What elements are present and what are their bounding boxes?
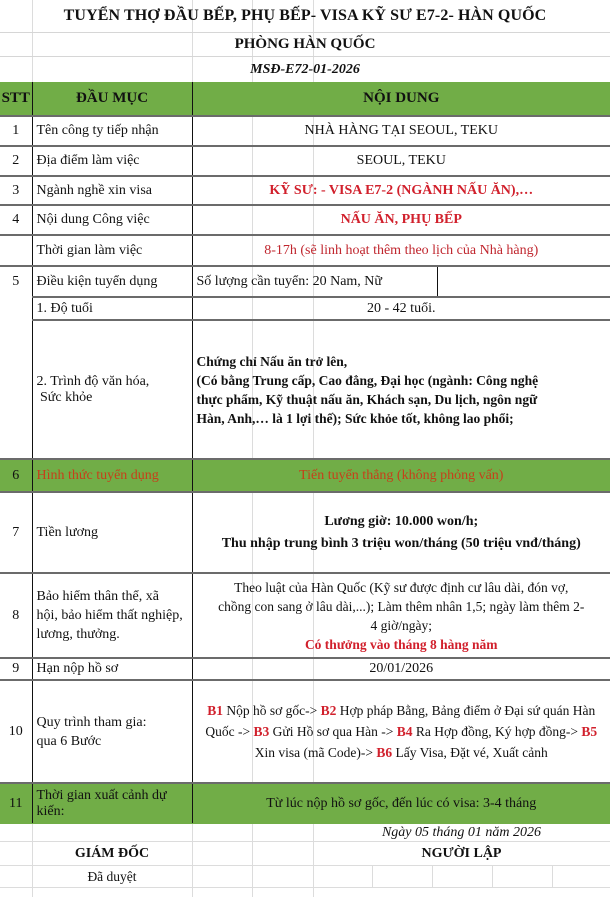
step-label: B1 — [207, 703, 223, 718]
table-row — [0, 297, 610, 320]
step-label: B2 — [320, 703, 337, 718]
row-label: Quy trình tham gia: qua 6 Bước — [32, 680, 192, 783]
application-deadline: 20/01/2026 — [192, 658, 610, 680]
row-label: Thời gian xuất cảnh dự kiến: — [32, 783, 192, 823]
row-number: 3 — [0, 176, 32, 205]
row-label: Địa điểm làm việc — [32, 146, 192, 176]
recruitment-method: Tiến tuyển thẳng (không phỏng vấn) — [192, 459, 610, 492]
row-label: Tên công ty tiếp nhận — [32, 116, 192, 146]
step-text: Nộp hồ sơ gốc-> — [222, 703, 321, 718]
row-number — [0, 320, 32, 459]
row-number: 10 — [0, 680, 32, 783]
table-row — [0, 459, 610, 492]
process-steps — [192, 680, 610, 783]
salary: Lương giờ: 10.000 won/h; Thu nhập trung bình 3 triệu won/tháng (50 triệu vnđ/tháng) — [192, 492, 610, 573]
document-code: MSĐ-E72-01-2026 — [250, 61, 360, 77]
footer-date-row — [0, 823, 610, 842]
row-number: 2 — [0, 146, 32, 176]
footer-signers-row — [0, 842, 610, 866]
row-label: Điều kiện tuyển dụng — [32, 266, 192, 297]
header-stt: STT — [0, 82, 32, 116]
table-row — [0, 573, 610, 658]
footer-status-row — [0, 866, 610, 888]
table-row — [0, 235, 610, 266]
document-date: Ngày 05 tháng 01 năm 2026 — [381, 824, 542, 840]
row-number: 5 — [0, 266, 32, 297]
table-row — [0, 176, 610, 205]
row-number: 9 — [0, 658, 32, 680]
gridline — [372, 866, 373, 887]
education-health-requirements: Chứng chỉ Nấu ăn trở lên, (Có bằng Trung cấp, Cao đẳng, Đại học (ngành: Công nghệ thực phẩm, Kỹ thuật nấu ăn, Khách sạn, Du lịch, ngôn ngữ Hàn, Anh,… là 1 lợi thế); Sức khỏe tốt, không lao phổi; — [192, 320, 610, 459]
row-number: 8 — [0, 573, 32, 658]
table-header — [0, 82, 610, 116]
row-number: 11 — [0, 783, 32, 823]
table-row — [0, 116, 610, 146]
step-text: Gửi Hồ sơ qua Hàn -> — [269, 724, 397, 739]
document-title: TUYỂN THỢ ĐẦU BẾP, PHỤ BẾP- VISA KỸ SƯ E7-2- HÀN QUỐC — [0, 0, 610, 33]
job-description: NẤU ĂN, PHỤ BẾP — [192, 205, 610, 235]
table-row — [0, 205, 610, 235]
row-label: 1. Độ tuổi — [32, 297, 192, 320]
row-label: Hạn nộp hồ sơ — [32, 658, 192, 680]
row-number — [0, 235, 32, 266]
row-label: Thời gian làm việc — [32, 235, 192, 266]
row-number: 6 — [0, 459, 32, 492]
table-row — [0, 492, 610, 573]
table-row — [0, 680, 610, 783]
director-title: GIÁM ĐỐC — [74, 845, 150, 861]
row-number: 7 — [0, 492, 32, 573]
preparer-title: NGƯỜI LẬP — [421, 845, 502, 861]
step-text: Lấy Visa, Đặt vé, Xuất cảnh — [392, 745, 548, 760]
row-label: Ngành nghề xin visa — [32, 176, 192, 205]
empty-cell — [438, 267, 610, 296]
step-text: Hợp pháp Bằng, Bảng điểm ở Đại sứ quán Hàn Quốc -> — [205, 703, 596, 739]
gridline — [552, 866, 553, 887]
visa-type: KỸ SƯ: - VISA E7-2 (NGÀNH NẤU ĂN),… — [192, 176, 610, 205]
expected-departure: Từ lúc nộp hồ sơ gốc, đến lúc có visa: 3-4 tháng — [192, 783, 610, 823]
row-label: Nội dung Công việc — [32, 205, 192, 235]
company-name: NHÀ HÀNG TẠI SEOUL, TEKU — [192, 116, 610, 146]
working-hours: 8-17h (sẽ linh hoạt thêm theo lịch của Nhà hàng) — [192, 235, 610, 266]
insurance-benefits: Theo luật của Hàn Quốc (Kỹ sư được định cư lâu dài, đón vợ, chồng con sang ở lâu dài,...); Làm thêm nhân 1,5; ngày làm thêm 2- 4 giờ/ngày; Có thưởng vào tháng 8 hàng năm — [192, 573, 610, 658]
row-number: 1 — [0, 116, 32, 146]
headcount: Số lượng cần tuyển: 20 Nam, Nữ — [193, 267, 438, 296]
director-approval-status: Đã duyệt — [87, 868, 137, 884]
step-text: Ra Hợp đồng, Ký hợp đồng-> — [412, 724, 582, 739]
header-item: ĐẦU MỤC — [32, 82, 192, 116]
age-range: 20 - 42 tuổi. — [192, 297, 610, 320]
table-row — [0, 320, 610, 459]
job-details-table — [0, 82, 610, 823]
gridline — [492, 866, 493, 887]
row-number: 4 — [0, 205, 32, 235]
table-row — [0, 783, 610, 823]
step-label: B3 — [253, 724, 270, 739]
row-label: Hình thức tuyển dụng — [32, 459, 192, 492]
step-label: B5 — [581, 724, 598, 739]
recruitment-conditions — [192, 266, 610, 297]
row-label: 2. Trình độ văn hóa, Sức khỏe — [32, 320, 192, 459]
work-location: SEOUL, TEKU — [192, 146, 610, 176]
table-row — [0, 266, 610, 297]
step-label: B6 — [376, 745, 393, 760]
row-label: Tiền lương — [32, 492, 192, 573]
step-text: Xin visa (mã Code)-> — [254, 745, 377, 760]
row-number — [0, 297, 32, 320]
department-title: PHÒNG HÀN QUỐC — [0, 33, 610, 57]
step-label: B4 — [396, 724, 413, 739]
gridline — [432, 866, 433, 887]
table-row — [0, 146, 610, 176]
header-content: NỘI DUNG — [192, 82, 610, 116]
table-row — [0, 658, 610, 680]
row-label: Bảo hiểm thân thể, xã hội, bảo hiểm thất nghiệp, lương, thưởng. — [32, 573, 192, 658]
